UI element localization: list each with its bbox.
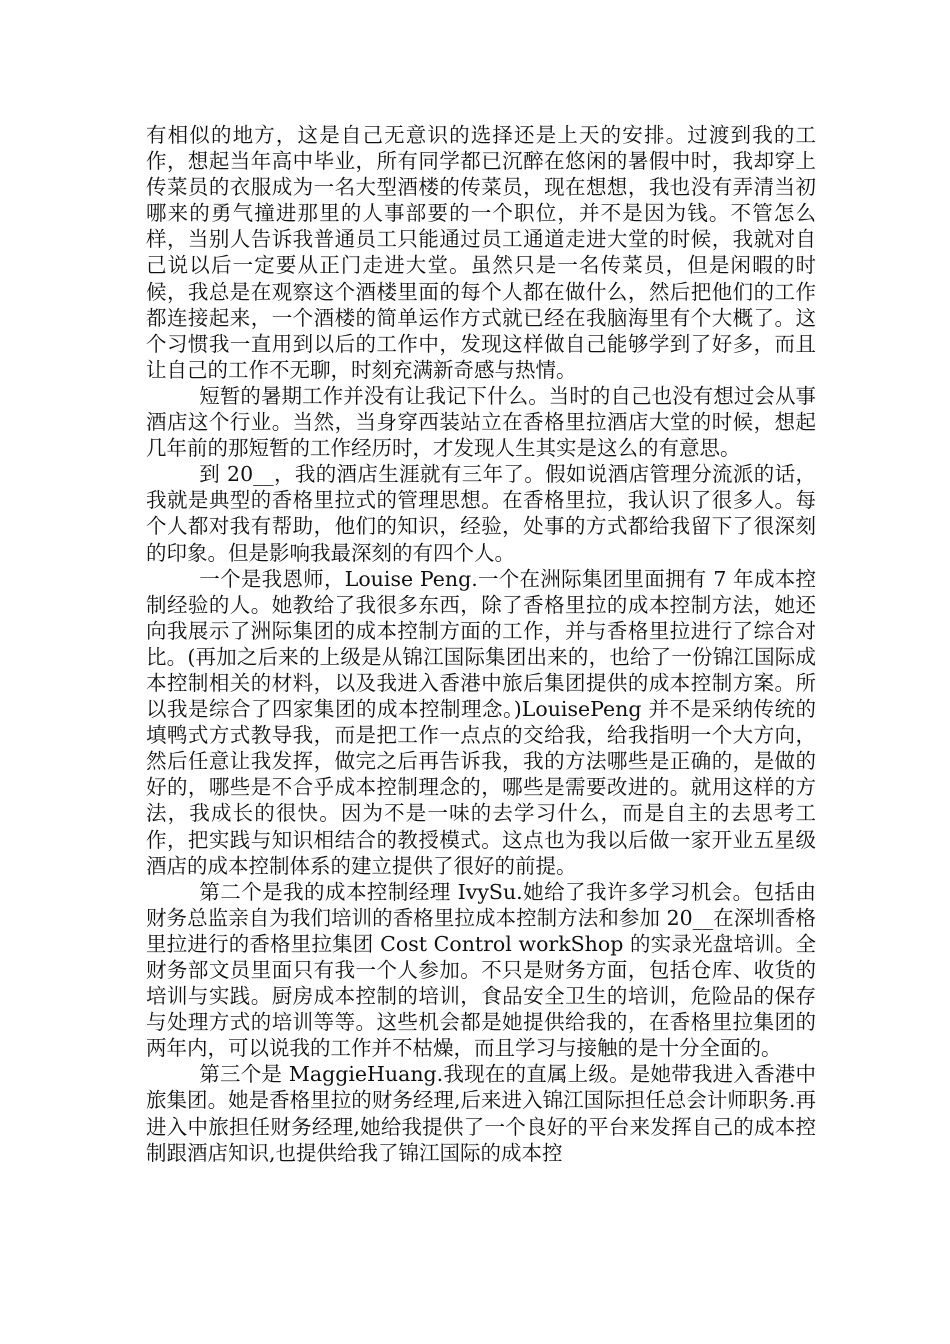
paragraph: 有相似的地方，这是自己无意识的选择还是上天的安排。过渡到我的工作，想起当年高中毕业，所有同学都已沉醉在悠闲的暑假中时，我却穿上传菜员的衣服成为一名大型酒楼的传菜员，现在想想，我也没有弄清当初哪来的勇气撞进那里的人事部要的一个职位，并不是因为钱。不管怎么样，当别人告诉我普通员工只能通过员工通道走进大堂的时候，我就对自己说以后一定要从正门走进大堂。虽然只是一名传菜员，但是闲暇的时候，我总是在观察这个酒楼里面的每个人都在做什么，然后把他们的工作都连接起来，一个酒楼的简单运作方式就已经在我脑海里有个大概了。这个习惯我一直用到以后的工作中，发现这样做自己能够学到了好多，而且让自己的工作不无聊，时刻充满新奇感与热情。	[146, 123, 816, 382]
paragraph: 短暂的暑期工作并没有让我记下什么。当时的自己也没有想过会从事酒店这个行业。当然，当身穿西装站立在香格里拉酒店大堂的时候，想起几年前的那短暂的工作经历时，才发现人生其实是这么的有意思。	[146, 383, 816, 461]
paragraph: 到 20__，我的酒店生涯就有三年了。假如说酒店管理分流派的话，我就是典型的香格里拉式的管理思想。在香格里拉，我认识了很多人。每个人都对我有帮助，他们的知识，经验，处事的方式都给我留下了很深刻的印象。但是影响我最深刻的有四个人。	[146, 462, 816, 565]
paragraph: 一个是我恩师，Louise Peng.一个在洲际集团里面拥有 7 年成本控制经验的人。她教给了我很多东西，除了香格里拉的成本控制方法，她还向我展示了洲际集团的成本控制方面的工作，并与香格里拉进行了综合对比。(再加之后来的上级是从锦江国际集团出来的，也给了一份锦江国际成本控制相关的材料，以及我进入香港中旅后集团提供的成本控制方案。所以我是综合了四家集团的成本控制理念。)LouisePeng 并不是采纳传统的填鸭式方式教导我，而是把工作一点点的交给我，给我指明一个大方向，然后任意让我发挥，做完之后再告诉我，我的方法哪些是正确的，是做的好的，哪些是不合乎成本控制理念的，哪些是需要改进的。就用这样的方法，我成长的很快。因为不是一味的去学习什么，而是自主的去思考工作，把实践与知识相结合的教授模式。这点也为我以后做一家开业五星级酒店的成本控制体系的建立提供了很好的前提。	[146, 566, 816, 878]
document-page	[146, 122, 816, 1166]
paragraph: 第二个是我的成本控制经理 IvySu.她给了我许多学习机会。包括由财务总监亲自为我们培训的香格里拉成本控制方法和参加 20__在深圳香格里拉进行的香格里拉集团 Cost Control workShop 的实录光盘培训。全财务部文员里面只有我一个人参加。不只是财务方面，包括仓库、收货的培训与实践。厨房成本控制的培训，食品安全卫生的培训，危险品的保存与处理方式的培训等等。这些机会都是她提供给我的，在香格里拉集团的两年内，可以说我的工作并不枯燥，而且学习与接触的是十分全面的。	[146, 879, 816, 1061]
paragraph: 第三个是 MaggieHuang.我现在的直属上级。是她带我进入香港中旅集团。她是香格里拉的财务经理,后来进入锦江国际担任总会计师职务.再进入中旅担任财务经理,她给我提供了一个良好的平台来发挥自己的成本控制跟酒店知识,也提供给我了锦江国际的成本控	[146, 1062, 816, 1165]
